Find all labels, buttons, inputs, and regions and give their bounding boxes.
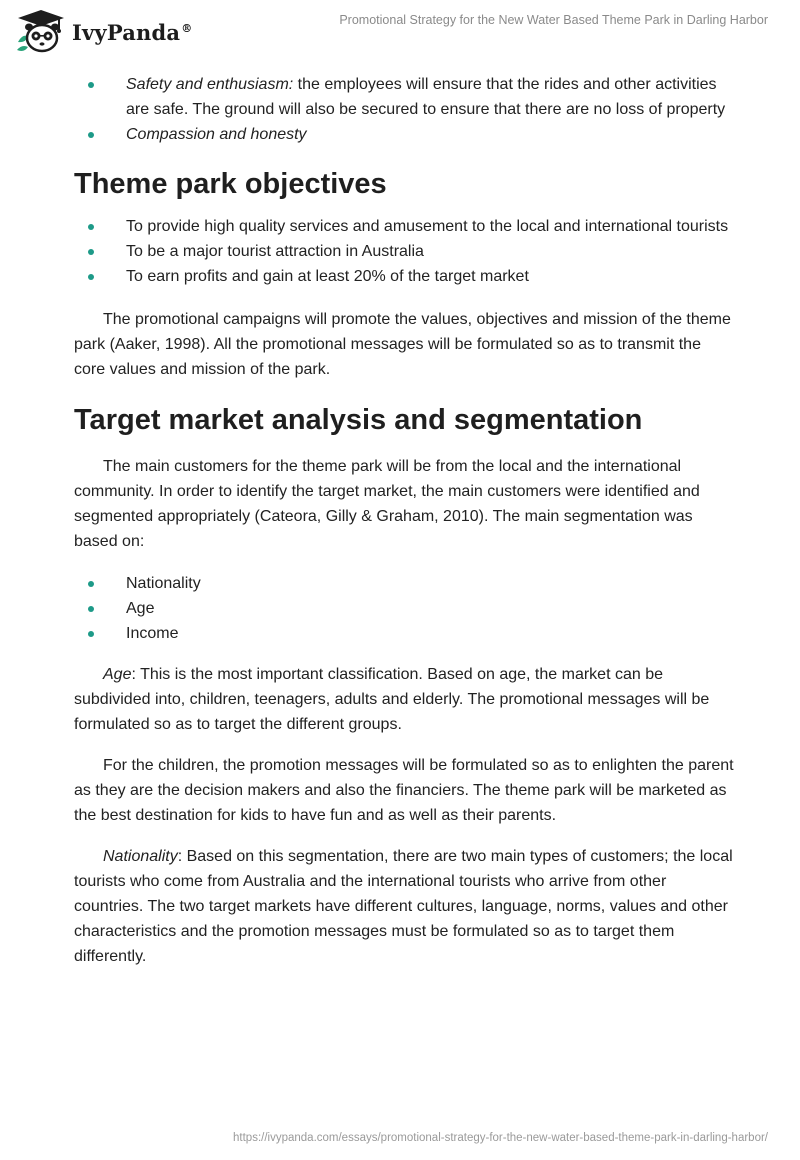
paragraph-children: For the children, the promotion messages will be formulated so as to enlighten the parent as they are the decision makers and also the financiers. The theme park will be marketed as the best destination for kids to have fun and as well as their parents. xyxy=(74,757,734,824)
bullet-icon xyxy=(88,249,94,255)
section-heading-objectives: Theme park objectives xyxy=(74,168,387,200)
list-item: Age xyxy=(74,596,734,621)
bullet-icon xyxy=(88,274,94,280)
bullet-icon xyxy=(88,631,94,637)
page-header xyxy=(0,0,800,70)
bullet-icon xyxy=(88,581,94,587)
source-url[interactable]: https://ivypanda.com/essays/promotional-strategy-for-the-new-water-based-theme-park-in-darling-harbor/ xyxy=(233,1132,768,1144)
values-list xyxy=(74,72,734,147)
bullet-icon xyxy=(88,132,94,138)
panda-graduate-icon xyxy=(14,8,68,56)
list-item: Compassion and honesty xyxy=(74,122,734,147)
list-item: To be a major tourist attraction in Australia xyxy=(74,239,734,264)
brand-name: IvyPanda® xyxy=(72,19,193,45)
objectives-list xyxy=(74,214,734,289)
ivypanda-logo[interactable] xyxy=(14,8,192,56)
list-item: To provide high quality services and amusement to the local and international tourists xyxy=(74,214,734,239)
section-heading-target-market: Target market analysis and segmentation xyxy=(74,404,643,436)
list-item: Income xyxy=(74,621,734,646)
essay-content xyxy=(74,70,734,969)
paragraph-nationality: Nationality: Based on this segmentation, there are two main types of customers; the local tourists who come from Australia and the international tourists who arrive from other countries. The two target markets have different cultures, language, norms, values and other characteristics and the promotion messages must be formulated so as to target them differently. xyxy=(74,848,733,965)
list-item: Safety and enthusiasm: the employees will ensure that the rides and other activities are safe. The ground will also be secured to ensure that there are no loss of property xyxy=(74,72,734,122)
paragraph: The main customers for the theme park will be from the local and the international community. In order to identify the target market, the main customers were identified and segmented appropriately (Cateora, Gilly & Graham, 2010). The main segmentation was based on: xyxy=(74,458,700,550)
paragraph: The promotional campaigns will promote the values, objectives and mission of the theme park (Aaker, 1998). All the promotional messages will be formulated so as to transmit the core values and mission of the park. xyxy=(74,311,731,378)
document-title: Promotional Strategy for the New Water Based Theme Park in Darling Harbor xyxy=(339,13,768,27)
bullet-icon xyxy=(88,82,94,88)
paragraph-age: Age: This is the most important classification. Based on age, the market can be subdivided into, children, teenagers, adults and elderly. The promotional messages will be formulated so as to target the different groups. xyxy=(74,666,710,733)
bullet-icon xyxy=(88,606,94,612)
bullet-icon xyxy=(88,224,94,230)
list-item: Nationality xyxy=(74,571,734,596)
segments-list xyxy=(74,571,734,646)
list-item: To earn profits and gain at least 20% of the target market xyxy=(74,264,734,289)
